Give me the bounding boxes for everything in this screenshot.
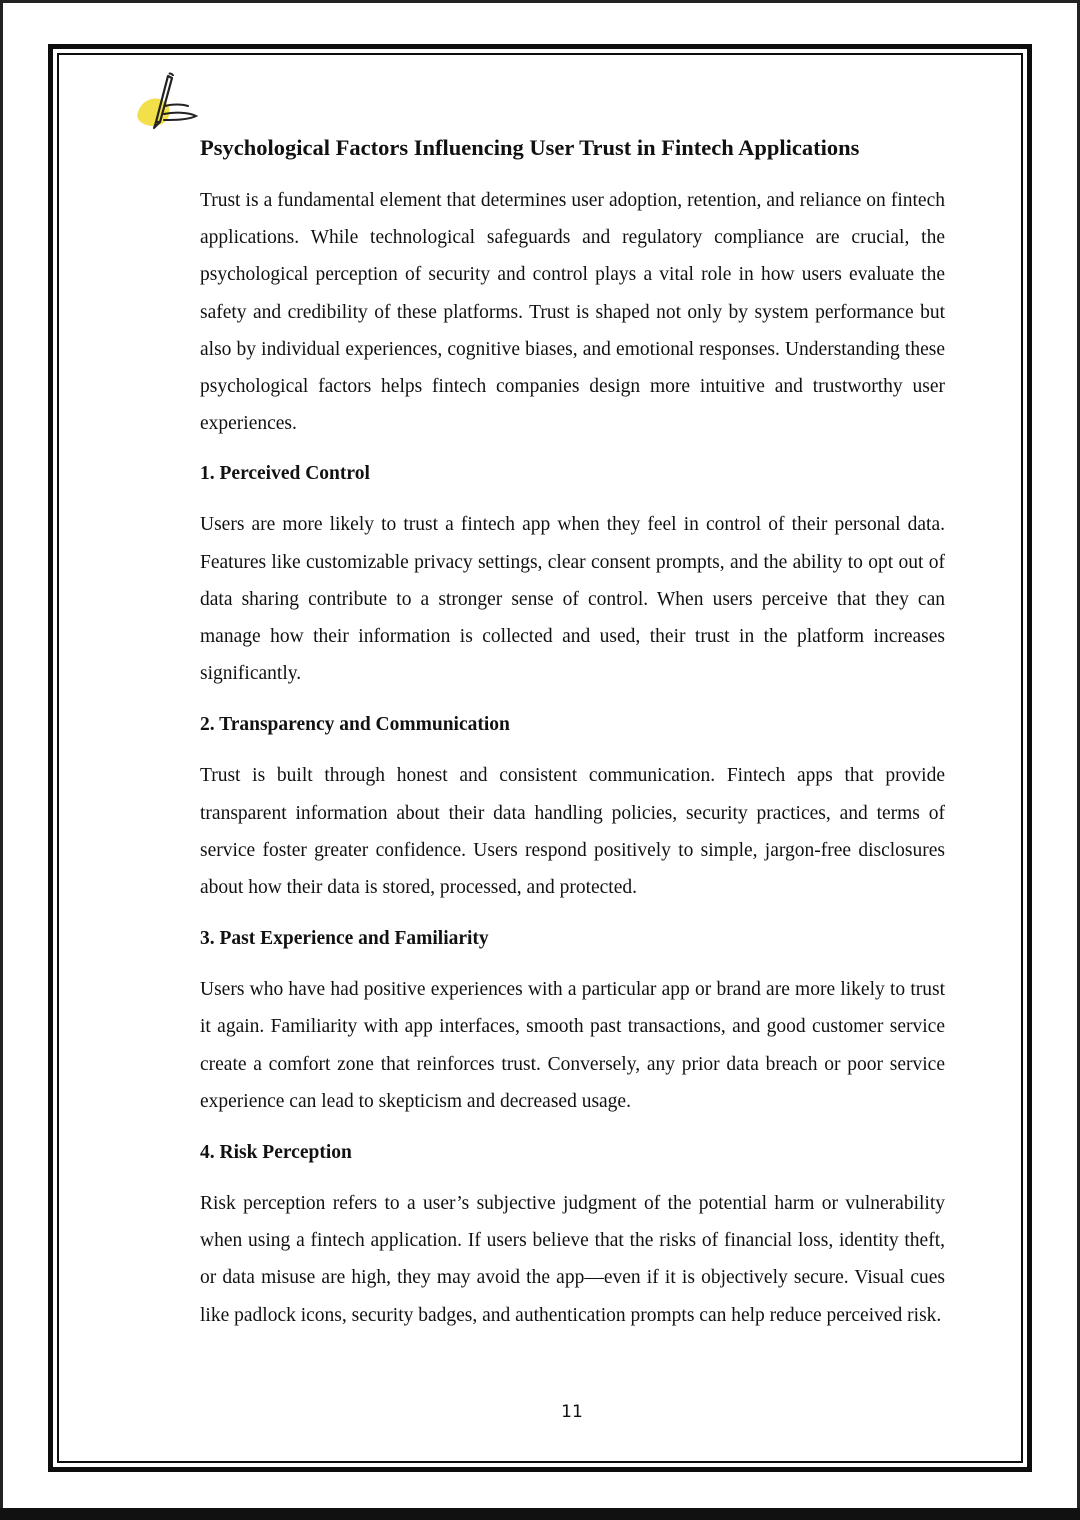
intro-paragraph: Trust is a fundamental element that determines user adoption, retention, and reliance on fintech applications. While technological safeguards and regulatory compliance are crucial, the psychological perception of security and control plays a vital role in how users evaluate the safety and credibility of these platforms. Trust is shaped not only by system performance but also by individual experiences, cognitive biases, and emotional responses. Understanding these psychological factors helps fintech companies design more intuitive and trustworthy user experiences. [200, 190, 945, 435]
section-heading-transparency: 2. Transparency and Communication [200, 714, 510, 736]
document-body [200, 128, 945, 1334]
scan-edge-top [0, 0, 1080, 3]
section-body-risk-perception: Risk perception refers to a user’s subjective judgment of the potential harm or vulnerability when using a fintech application. If users believe that the risks of financial loss, identity theft, or data misuse are high, they may avoid the app—even if it is objectively secure. Visual cues like padlock icons, security badges, and authentication prompts can help reduce perceived risk. [200, 1193, 945, 1326]
section-heading-risk-perception: 4. Risk Perception [200, 1142, 352, 1164]
section-body-past-experience: Users who have had positive experiences with a particular app or brand are more likely to trust it again. Familiarity with app interfaces, smooth past transactions, and good customer service create a comfort zone that reinforces trust. Conversely, any prior data breach or poor service experience can lead to skepticism and decreased usage. [200, 979, 945, 1112]
page-title: Psychological Factors Influencing User Trust in Fintech Applications [200, 135, 860, 160]
section-body-transparency: Trust is built through honest and consistent communication. Fintech apps that provide transparent information about their data handling policies, security practices, and terms of service foster greater confidence. Users respond positively to simple, jargon-free disclosures about how their data is stored, processed, and protected. [200, 765, 945, 899]
section-heading-perceived-control: 1. Perceived Control [200, 463, 370, 485]
section-heading-past-experience: 3. Past Experience and Familiarity [200, 928, 489, 950]
scan-edge-bottom [0, 1508, 1080, 1520]
section-body-perceived-control: Users are more likely to trust a fintech app when they feel in control of their personal data. Features like customizable privacy settings, clear consent prompts, and the ability to opt out of data sharing contribute to a stronger sense of control. When users perceive that they can manage how their information is collected and used, their trust in the platform increases significantly. [200, 514, 945, 685]
page-number: 11 [561, 1402, 583, 1422]
pen-writing-icon [132, 70, 204, 134]
scan-edge-left [0, 0, 3, 1520]
